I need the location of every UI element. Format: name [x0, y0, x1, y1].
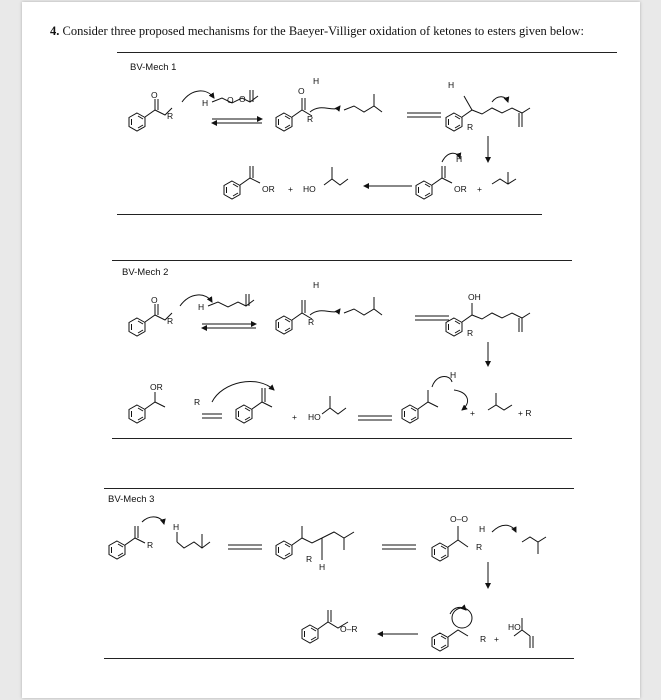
m2-R1: R [167, 316, 174, 326]
m2-R3: R [467, 328, 474, 338]
mech1-peracid [212, 90, 258, 103]
mech1-tetrahedral [446, 96, 530, 131]
m1-R2: R [307, 114, 314, 124]
m1-plus1: + [288, 184, 293, 194]
m2-OH: OH [468, 292, 481, 302]
m1-O3: O [239, 94, 246, 104]
m3-H3: H [479, 524, 486, 534]
mech2-right-fragments [402, 377, 512, 423]
m1-OR2: OR [454, 184, 467, 194]
mech2-reactant-ketone [129, 304, 172, 336]
document-page [22, 2, 640, 698]
mech2-tetrahedral [446, 303, 530, 336]
m3-OO: O–O [450, 514, 468, 524]
mech2-arrow-attack [180, 295, 212, 306]
m3-plus: + [494, 634, 499, 644]
m1-OR1: OR [262, 184, 275, 194]
m2-plus1: + [292, 412, 297, 422]
m2-R2: R [308, 317, 315, 327]
mech2-label: BV-Mech 2 [122, 267, 169, 278]
m3-HO: HO [508, 622, 521, 632]
mech2-eq1 [202, 324, 256, 328]
question-body: Consider three proposed mechanisms for the Baeyer-Villiger oxidation of ketones to esters given below: [62, 24, 584, 38]
m1-O1: O [151, 90, 158, 100]
mech1-eq1 [212, 119, 262, 123]
mech1-eq2 [407, 113, 441, 117]
mech1-intermediate1 [276, 94, 382, 131]
m1-H4: H [456, 154, 463, 164]
m1-R3: R [467, 122, 474, 132]
m1-O2: O [227, 95, 234, 105]
mech1-arrow-attack [182, 91, 214, 102]
m1-H3: H [448, 80, 455, 90]
question-number: 4. [50, 24, 60, 38]
m2-OR: OR [150, 382, 163, 392]
m1-plus2: + [477, 184, 482, 194]
m1-Oplus: O [298, 86, 305, 96]
m2-plus2: + [470, 408, 475, 418]
m3-R3: R [476, 542, 483, 552]
mech2-intermediate1 [276, 297, 382, 334]
m2-H4: H [450, 370, 457, 380]
mech2-peracid [208, 294, 254, 307]
mech3-label: BV-Mech 3 [108, 494, 155, 505]
mech3-dioxirane [432, 525, 546, 561]
m3-R2: R [306, 554, 313, 564]
m2-H1: H [198, 302, 205, 312]
m2-O1: O [151, 295, 158, 305]
m1-HO1: HO [303, 184, 316, 194]
reaction-schemes [22, 2, 640, 698]
mech3-intermediate [276, 526, 354, 560]
m1-R1: R [167, 111, 174, 121]
mech1-products-final [224, 166, 348, 199]
m3-R4: R [480, 634, 487, 644]
m2-Rplus: R [194, 397, 201, 407]
m1-Hplus: H [313, 76, 320, 86]
m2-H2: H [313, 280, 320, 290]
m3-H1: H [173, 522, 180, 532]
m3-H2: H [319, 562, 326, 572]
mech1-label: BV-Mech 1 [130, 62, 177, 73]
m1-H1: H [202, 98, 209, 108]
m2-HO: HO [308, 412, 321, 422]
m2-plus3: + R [518, 408, 532, 418]
mech3-reactant [109, 517, 210, 559]
m3-OR: O–R [340, 624, 358, 634]
mech1-reactant-ketone [129, 99, 172, 131]
m3-R1: R [147, 540, 154, 550]
